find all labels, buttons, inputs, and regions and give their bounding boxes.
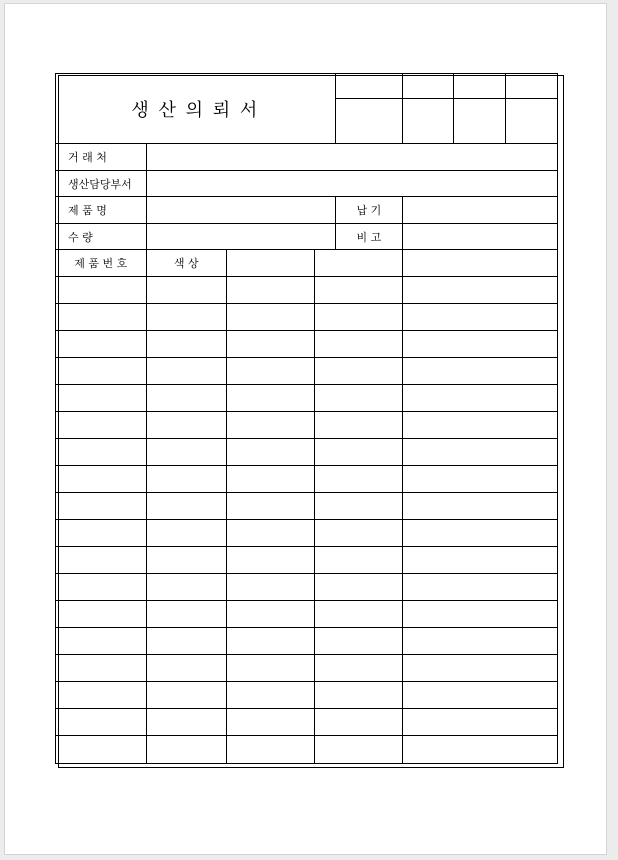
item-cell[interactable] <box>227 466 315 493</box>
item-row <box>56 709 558 736</box>
quantity-label: 수 량 <box>56 224 147 250</box>
item-cell[interactable] <box>314 412 403 439</box>
item-row <box>56 358 558 385</box>
item-cell[interactable] <box>314 736 403 764</box>
item-cell[interactable] <box>56 277 147 304</box>
col-color-header: 색 상 <box>146 250 226 277</box>
item-cell[interactable] <box>403 412 558 439</box>
delivery-label: 납 기 <box>335 197 402 224</box>
item-cell[interactable] <box>146 547 226 574</box>
item-cell[interactable] <box>227 385 315 412</box>
item-cell[interactable] <box>314 574 403 601</box>
client-label: 거 래 처 <box>56 144 147 171</box>
item-row <box>56 277 558 304</box>
item-cell[interactable] <box>314 331 403 358</box>
item-cell[interactable] <box>146 331 226 358</box>
item-cell[interactable] <box>403 439 558 466</box>
item-cell[interactable] <box>403 466 558 493</box>
item-cell[interactable] <box>227 601 315 628</box>
item-cell[interactable] <box>146 682 226 709</box>
item-cell[interactable] <box>403 601 558 628</box>
item-cell[interactable] <box>314 358 403 385</box>
item-cell[interactable] <box>314 439 403 466</box>
col-3-header <box>227 250 315 277</box>
item-cell[interactable] <box>56 520 147 547</box>
item-row <box>56 466 558 493</box>
item-cell[interactable] <box>146 493 226 520</box>
item-cell[interactable] <box>314 709 403 736</box>
item-cell[interactable] <box>314 304 403 331</box>
item-cell[interactable] <box>403 277 558 304</box>
item-cell[interactable] <box>227 709 315 736</box>
item-cell[interactable] <box>56 439 147 466</box>
approval-header-4 <box>505 74 557 99</box>
item-cell[interactable] <box>403 736 558 764</box>
items-header-row <box>56 250 558 277</box>
item-cell[interactable] <box>403 574 558 601</box>
item-cell[interactable] <box>403 520 558 547</box>
production-request-form <box>55 73 558 764</box>
client-value[interactable] <box>146 144 557 171</box>
item-cell[interactable] <box>227 304 315 331</box>
item-cell[interactable] <box>56 466 147 493</box>
item-cell[interactable] <box>56 493 147 520</box>
item-cell[interactable] <box>56 304 147 331</box>
approval-header-2 <box>403 74 454 99</box>
item-cell[interactable] <box>227 682 315 709</box>
item-cell[interactable] <box>146 277 226 304</box>
col-5-header <box>403 250 558 277</box>
item-cell[interactable] <box>146 574 226 601</box>
product-name-value[interactable] <box>146 197 335 224</box>
approval-sign-3[interactable] <box>454 99 505 144</box>
item-row <box>56 736 558 764</box>
item-cell[interactable] <box>146 736 226 764</box>
item-cell[interactable] <box>403 547 558 574</box>
item-row <box>56 520 558 547</box>
item-row <box>56 628 558 655</box>
item-cell[interactable] <box>56 628 147 655</box>
item-cell[interactable] <box>227 655 315 682</box>
product-name-label: 제 품 명 <box>56 197 147 224</box>
item-cell[interactable] <box>314 601 403 628</box>
item-row <box>56 412 558 439</box>
item-row <box>56 439 558 466</box>
item-cell[interactable] <box>56 385 147 412</box>
item-cell[interactable] <box>56 574 147 601</box>
item-row <box>56 493 558 520</box>
item-row <box>56 574 558 601</box>
approval-header-3 <box>454 74 505 99</box>
col-4-header <box>314 250 403 277</box>
item-cell[interactable] <box>227 358 315 385</box>
department-label: 생산담당부서 <box>56 171 147 197</box>
item-cell[interactable] <box>227 439 315 466</box>
col-product-no-header: 제 품 번 호 <box>56 250 147 277</box>
item-cell[interactable] <box>314 466 403 493</box>
item-cell[interactable] <box>227 520 315 547</box>
approval-sign-4[interactable] <box>505 99 557 144</box>
item-cell[interactable] <box>56 736 147 764</box>
item-cell[interactable] <box>403 304 558 331</box>
form-title: 생 산 의 뢰 서 <box>56 74 336 144</box>
item-cell[interactable] <box>56 412 147 439</box>
item-row <box>56 655 558 682</box>
item-cell[interactable] <box>56 709 147 736</box>
item-cell[interactable] <box>403 331 558 358</box>
quantity-value[interactable] <box>146 224 335 250</box>
item-cell[interactable] <box>146 520 226 547</box>
item-cell[interactable] <box>56 331 147 358</box>
item-row <box>56 682 558 709</box>
item-cell[interactable] <box>56 547 147 574</box>
approval-sign-2[interactable] <box>403 99 454 144</box>
item-cell[interactable] <box>146 628 226 655</box>
item-cell[interactable] <box>403 493 558 520</box>
item-cell[interactable] <box>227 628 315 655</box>
item-row <box>56 385 558 412</box>
item-cell[interactable] <box>146 466 226 493</box>
delivery-value[interactable] <box>403 197 558 224</box>
item-row <box>56 547 558 574</box>
item-row <box>56 601 558 628</box>
item-cell[interactable] <box>56 358 147 385</box>
department-value[interactable] <box>146 171 557 197</box>
item-cell[interactable] <box>314 547 403 574</box>
item-cell[interactable] <box>146 709 226 736</box>
item-cell[interactable] <box>56 601 147 628</box>
item-cell[interactable] <box>403 628 558 655</box>
item-cell[interactable] <box>403 655 558 682</box>
approval-sign-1[interactable] <box>335 99 402 144</box>
item-cell[interactable] <box>146 655 226 682</box>
item-cell[interactable] <box>227 277 315 304</box>
item-cell[interactable] <box>227 736 315 764</box>
item-cell[interactable] <box>227 547 315 574</box>
item-cell[interactable] <box>146 304 226 331</box>
item-cell[interactable] <box>403 385 558 412</box>
item-cell[interactable] <box>314 385 403 412</box>
approval-header-1 <box>335 74 402 99</box>
item-cell[interactable] <box>227 574 315 601</box>
item-cell[interactable] <box>314 493 403 520</box>
item-row <box>56 331 558 358</box>
item-cell[interactable] <box>56 682 147 709</box>
item-cell[interactable] <box>314 655 403 682</box>
item-cell[interactable] <box>146 412 226 439</box>
item-cell[interactable] <box>403 709 558 736</box>
item-cell[interactable] <box>403 358 558 385</box>
item-cell[interactable] <box>227 412 315 439</box>
item-cell[interactable] <box>227 331 315 358</box>
item-cell[interactable] <box>56 655 147 682</box>
item-cell[interactable] <box>146 385 226 412</box>
item-cell[interactable] <box>314 628 403 655</box>
item-cell[interactable] <box>146 601 226 628</box>
remarks-label: 비 고 <box>335 224 402 250</box>
item-cell[interactable] <box>314 520 403 547</box>
item-row <box>56 304 558 331</box>
item-cell[interactable] <box>403 682 558 709</box>
item-cell[interactable] <box>314 277 403 304</box>
item-cell[interactable] <box>146 439 226 466</box>
item-cell[interactable] <box>314 682 403 709</box>
remarks-value[interactable] <box>403 224 558 250</box>
item-cell[interactable] <box>227 493 315 520</box>
item-cell[interactable] <box>146 358 226 385</box>
